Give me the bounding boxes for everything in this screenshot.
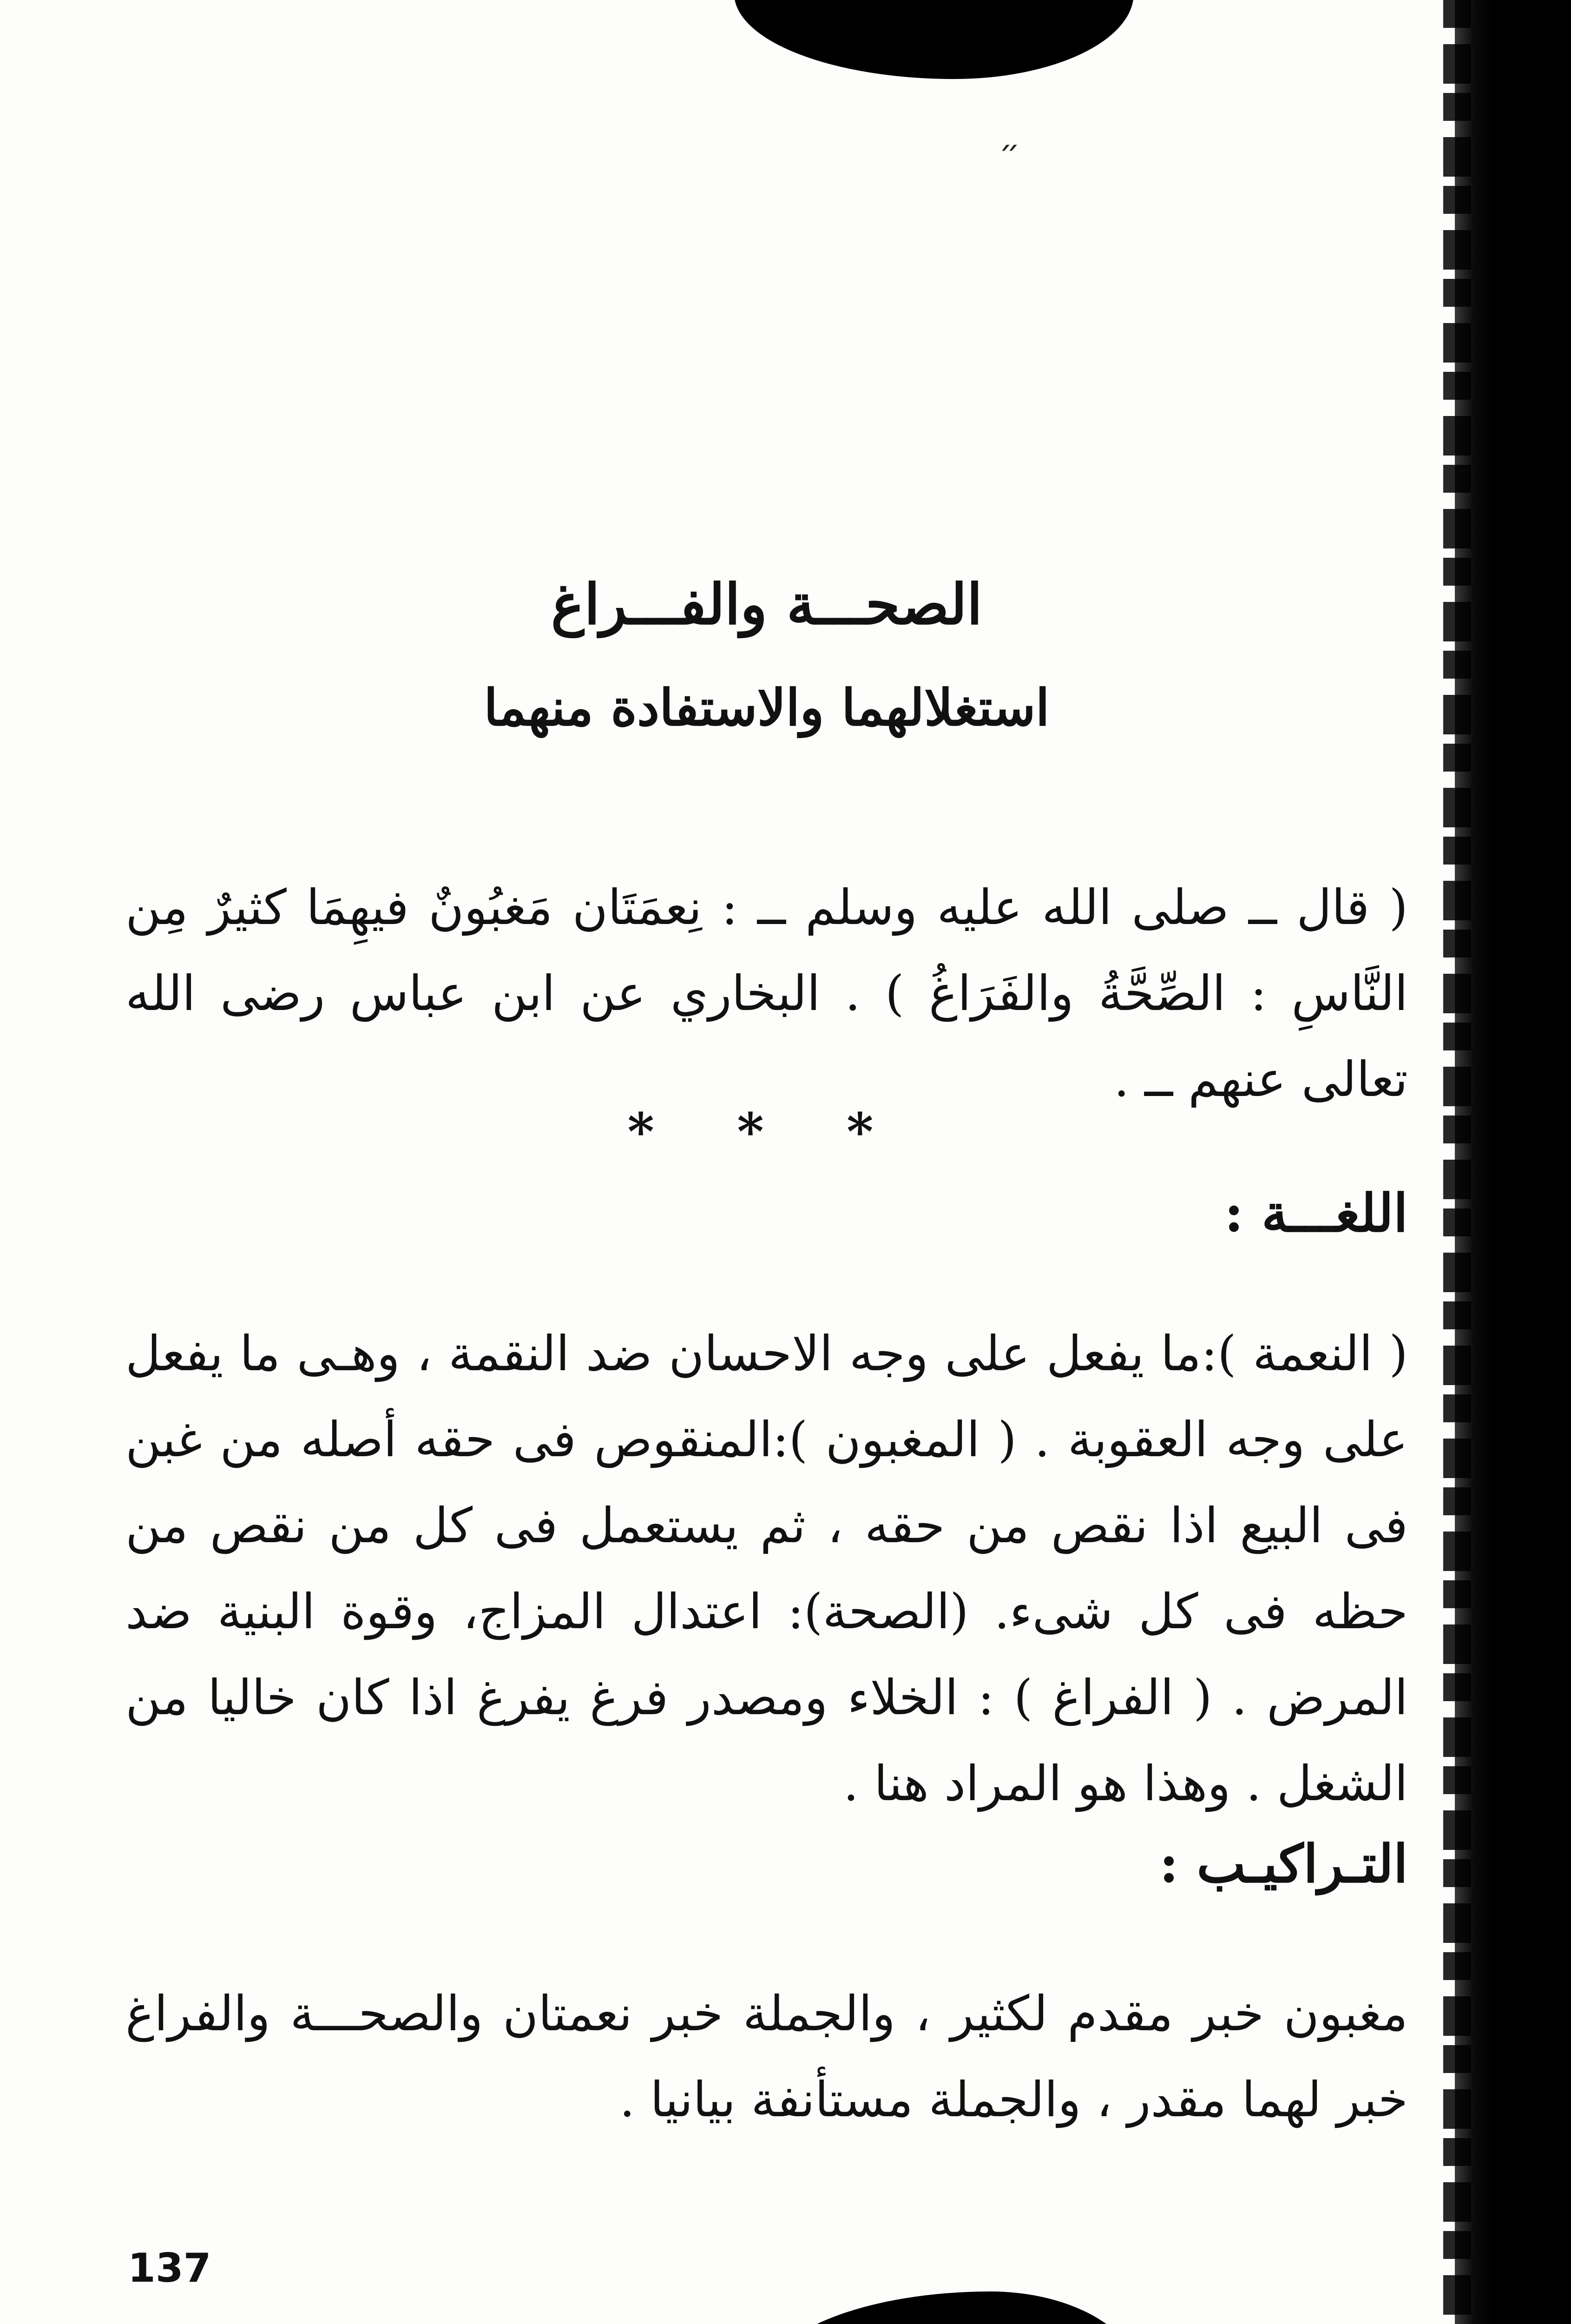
section-body-lugha: ( النعمة ):ما يفعل على وجه الاحسان ضد النقمة ، وهـى ما يفعل على وجه العقوبة . ( المغبون ):المنقوص فى حقه أصله من غبن فى البيع اذا نقص من حقه ، ثم يستعمل فى كل من نقص من حظه فى كل شىء. (الصحة): اعتدال المزاج، وقوة البنية ضد المرض . ( الفراغ ) : الخلاء ومصدر فرغ يفرغ اذا كان خاليا من الشغل . وهذا هو المراد هنا . [125,1325,1408,1812]
section-heading-tarakib: التـراكيـب : [1159,1834,1408,1895]
hadith-paragraph: ( قال ــ صلى الله عليه وسلم ــ : نِعمَتَان مَغبُونٌ فيهِمَا كثيرٌ مِن النَّاسِ : الصِّحَّةُ والفَرَاغُ ) . البخاري عن ابن عباس رضى الله تعالى عنهم ــ . [125,879,1408,1108]
section-body-tarakib: مغبون خبر مقدم لكثير ، والجملة خبر نعمتان والصحـــة والفراغ خبر لهما مقدر ، والجملة مستأنفة بيانيا . [125,1985,1408,2128]
scan-mark: ״ [999,132,1020,171]
section-heading-lugha: اللغـــة : [1224,1183,1408,1244]
section-separator: * * * [627,1102,906,1162]
page-title: الصحـــة والفـــراغ [551,572,983,637]
page-subtitle: استغلالهما والاستفادة منهما [484,679,1050,737]
binding-shadow [1455,0,1571,2324]
scan-ink-blot-top [734,0,1134,79]
binding-shadow-rough-edge [1443,0,1471,2324]
page-number: 137 [128,2245,211,2291]
scan-ink-blot-bottom [762,2291,1143,2324]
